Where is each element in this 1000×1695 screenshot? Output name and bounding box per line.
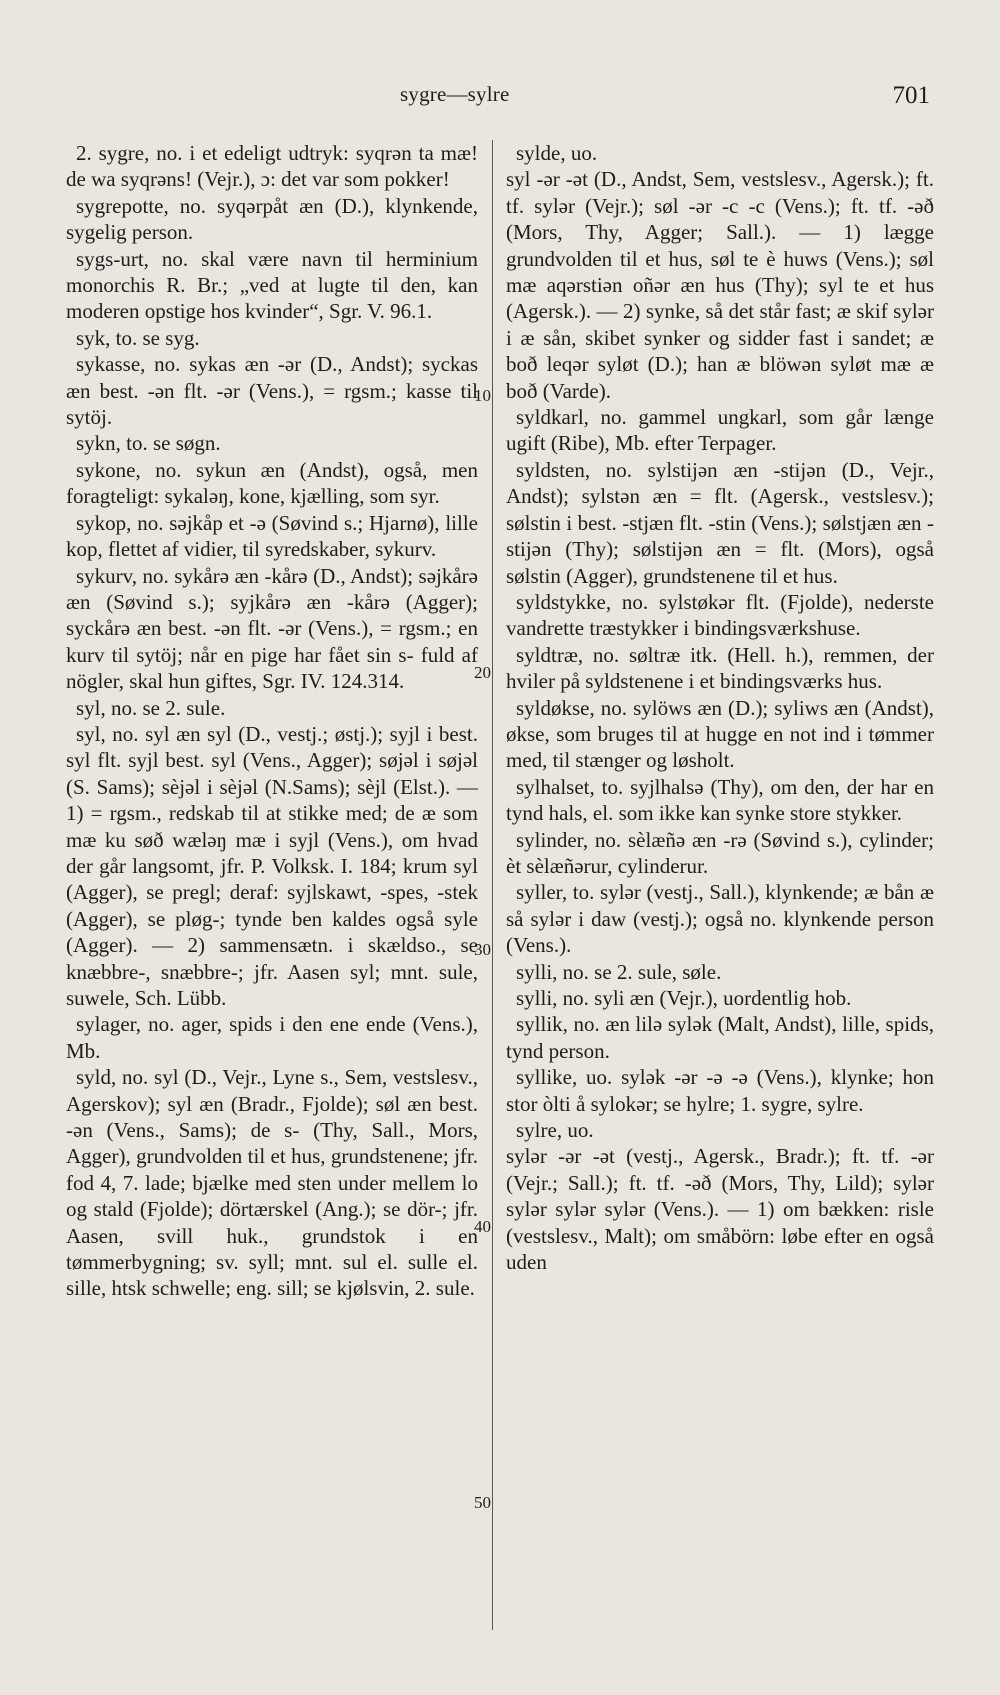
line-number: 20 [474, 663, 491, 682]
entry-sylre: sylre, uo. [516, 1118, 594, 1143]
entry-sylre-body: sylər -ər -ət (vestj., Agersk., Bradr.); ft. tf. -ər (Vejr.; Sall.); ft. tf. -əð (Mors, Thy, Lild); sylər sylər sylər sylər (Vens.). — 1) om bækken: risle (vestslesv., Malt); om småbörn: løbe efter en også uden [506, 1144, 934, 1275]
page-number: 701 [892, 82, 930, 109]
entry-syldtrae: syldtræ, no. søltræ itk. (Hell. h.), remmen, der hviler på syldstenene i et bindingsværks hus. [506, 642, 934, 694]
line-number: 50 [474, 1493, 491, 1512]
entry-sykasse: sykasse, no. sykas æn -ər (D., Andst); syckas æn best. -ən flt. -ər (Vens.), = rgsm.; kasse til sytöj. [66, 352, 478, 430]
entry-syldkarl: syldkarl, no. gammel ungkarl, som går længe ugift (Ribe), Mb. efter Terpager. [506, 405, 934, 456]
entry-syld: syld, no. syl (D., Vejr., Lyne s., Sem, vestslesv., Agerskov); syl æn (Bradr., Fjolde); søl æn best. -ən (Vens., Sams); de s- (Thy, Sall., Mors, Agger), grundvolden til et hus, grundstenene; jfr. fod 4, 7. lade; bjælke med sten under mellem lo og stald (Fjolde); dörtærskel (Ang.); se dör-; jfr. Aasen, svill huk., grundstok i en tømmerbygning; sv. syll; mnt. sul el. sulle el. sille, htsk schwelle; eng. sill; se kjølsvin, 2. sule. [66, 1065, 478, 1301]
entry-syller: syller, to. sylər (vestj., Sall.), klynkende; æ bån æ så sylər i daw (vestj.); også no. klynkende person (Vens.). [506, 880, 934, 958]
entry-sylinder: sylinder, no. sèlæñə æn -rə (Søvind s.), cylinder; èt sèlæñərur, cylinderur. [506, 827, 934, 878]
entry-sylhalset: sylhalset, to. syjlhalsə (Thy), om den, der har en tynd hals, el. som ikke kan synke store stykker. [506, 774, 934, 826]
right-column [506, 140, 934, 1275]
entry-sygs-urt: sygs-urt, no. skal være navn til herminium monorchis R. Br.; „ved at lugte til den, kan moderen opstige hos kvinder“, Sgr. V. 96.1. [66, 246, 478, 324]
entry-sygrepotte: sygrepotte, no. syqərpåt æn (D.), klynkende, sygelig person. [66, 193, 478, 245]
left-column [66, 140, 478, 1302]
entry-syllik: syllik, no. æn lilə sylək (Malt, Andst), lille, spids, tynd person. [506, 1012, 934, 1063]
entry-syk: syk, to. se syg. [76, 325, 200, 350]
entry-sylager: sylager, no. ager, spids i den ene ende (Vens.), Mb. [66, 1012, 478, 1063]
entry-syldstykke: syldstykke, no. sylstøkər flt. (Fjolde), nederste vandrette træstykker i bindingsværkshuse. [506, 589, 934, 641]
entry-sykop: sykop, no. səjkåp et -ə (Søvind s.; Hjarnø), lille kop, flettet af vidier, til syredskaber, sykurv. [66, 510, 478, 562]
entry-syllike: syllike, uo. sylək -ər -ə -ə (Vens.), klynke; hon stor òlti å sylokər; se hylre; 1. sygre, sylre. [506, 1065, 934, 1116]
entry-sylde-body: syl -ər -ət (D., Andst, Sem, vestslesv., Agersk.); ft. tf. sylər (Vejr.); søl -ər -c -c (Vens.); ft. tf. -əð (Mors, Thy, Agger; Sall.). — 1) lægge grundvolden til et hus, søl te è huws (Vens.); søl mæ aqərstiən oñər æn hus (Thy); syl te et hus (Agersk.). — 2) synke, så det står fast; æ skif sylər i æ sån, skibet synker og sidder fast i sandet; æ boð leqər syløt (D.); han æ blöwən syløt mæ æ boð (Varde). [506, 167, 934, 403]
entry-sylli: sylli, no. syli æn (Vejr.), uordentlig hob. [516, 986, 852, 1010]
entry-sylde: sylde, uo. [516, 141, 598, 165]
entry-sykurv: sykurv, no. sykårə æn -kårə (D., Andst); səjkårə æn (Søvind s.); syjkårə æn -kårə (Agger); syckårə æn best. -ən flt. -ər (Vens.), = rgsm.; en kurv til sytöj; når en pige har fået sin s- fuld af nögler, skal hun giftes, Sgr. IV. 124.314. [66, 563, 478, 694]
line-number: 10 [474, 386, 491, 405]
entry-syldokse: syldøkse, no. sylöws æn (D.); syliws æn (Andst), økse, som bruges til at hugge en not ind i tømmer med, til stænger og løsholt. [506, 695, 934, 773]
entry-sygre: 2. sygre, no. i et edeligt udtryk: syqrən ta mæ! de wa syqrəns! (Vejr.), ɔ: det var som pokker! [66, 141, 478, 192]
column-divider [492, 140, 493, 1630]
entry-syldsten: syldsten, no. sylstijən æn -stijən (D., Vejr., Andst); sylstən æn = flt. (Agersk., vestslesv.); sølstin i best. -stjæn flt. -stin (Vens.); sølstjæn æn -stijən (Thy); sølstijən æn = flt. (Mors), også sølstin (Agger), grundstenene til et hus. [506, 457, 934, 588]
running-head: sygre—sylre [400, 82, 510, 106]
entry-syl-sule: syl, no. se 2. sule. [76, 695, 226, 720]
entry-syl: syl, no. syl æn syl (D., vestj.; østj.); syjl i best. syl flt. syjl best. syl (Vens., Agger); søjəl i søjəl (S. Sams); sèjəl i sèjəl (N.Sams); sèjl (Elst.). — 1) = rgsm., redskab til at stikke med; de æ som mæ ku søð wæləŋ mæ i syjl (Vens.), om hvad der går langsomt, jfr. P. Volksk. I. 184; krum syl (Agger), se pregl; deraf: syjlskawt, -spes, -stek (Agger), se pløg-; tynde ben kaldes også syle (Agger). — 2) sammensætn. i skældso., se knæbbre-, snæbbre-; jfr. Aasen syl; mnt. sule, suwele, Sch. Lübb. [66, 721, 478, 1010]
entry-sykn: sykn, to. se søgn. [76, 431, 221, 456]
entry-sykone: sykone, no. sykun æn (Andst), også, men foragteligt: sykaləŋ, kone, kjælling, som syr. [66, 457, 478, 509]
entry-sylli-sule: sylli, no. se 2. sule, søle. [516, 959, 722, 984]
line-number: 40 [474, 1217, 491, 1236]
line-number: 30 [474, 940, 491, 959]
